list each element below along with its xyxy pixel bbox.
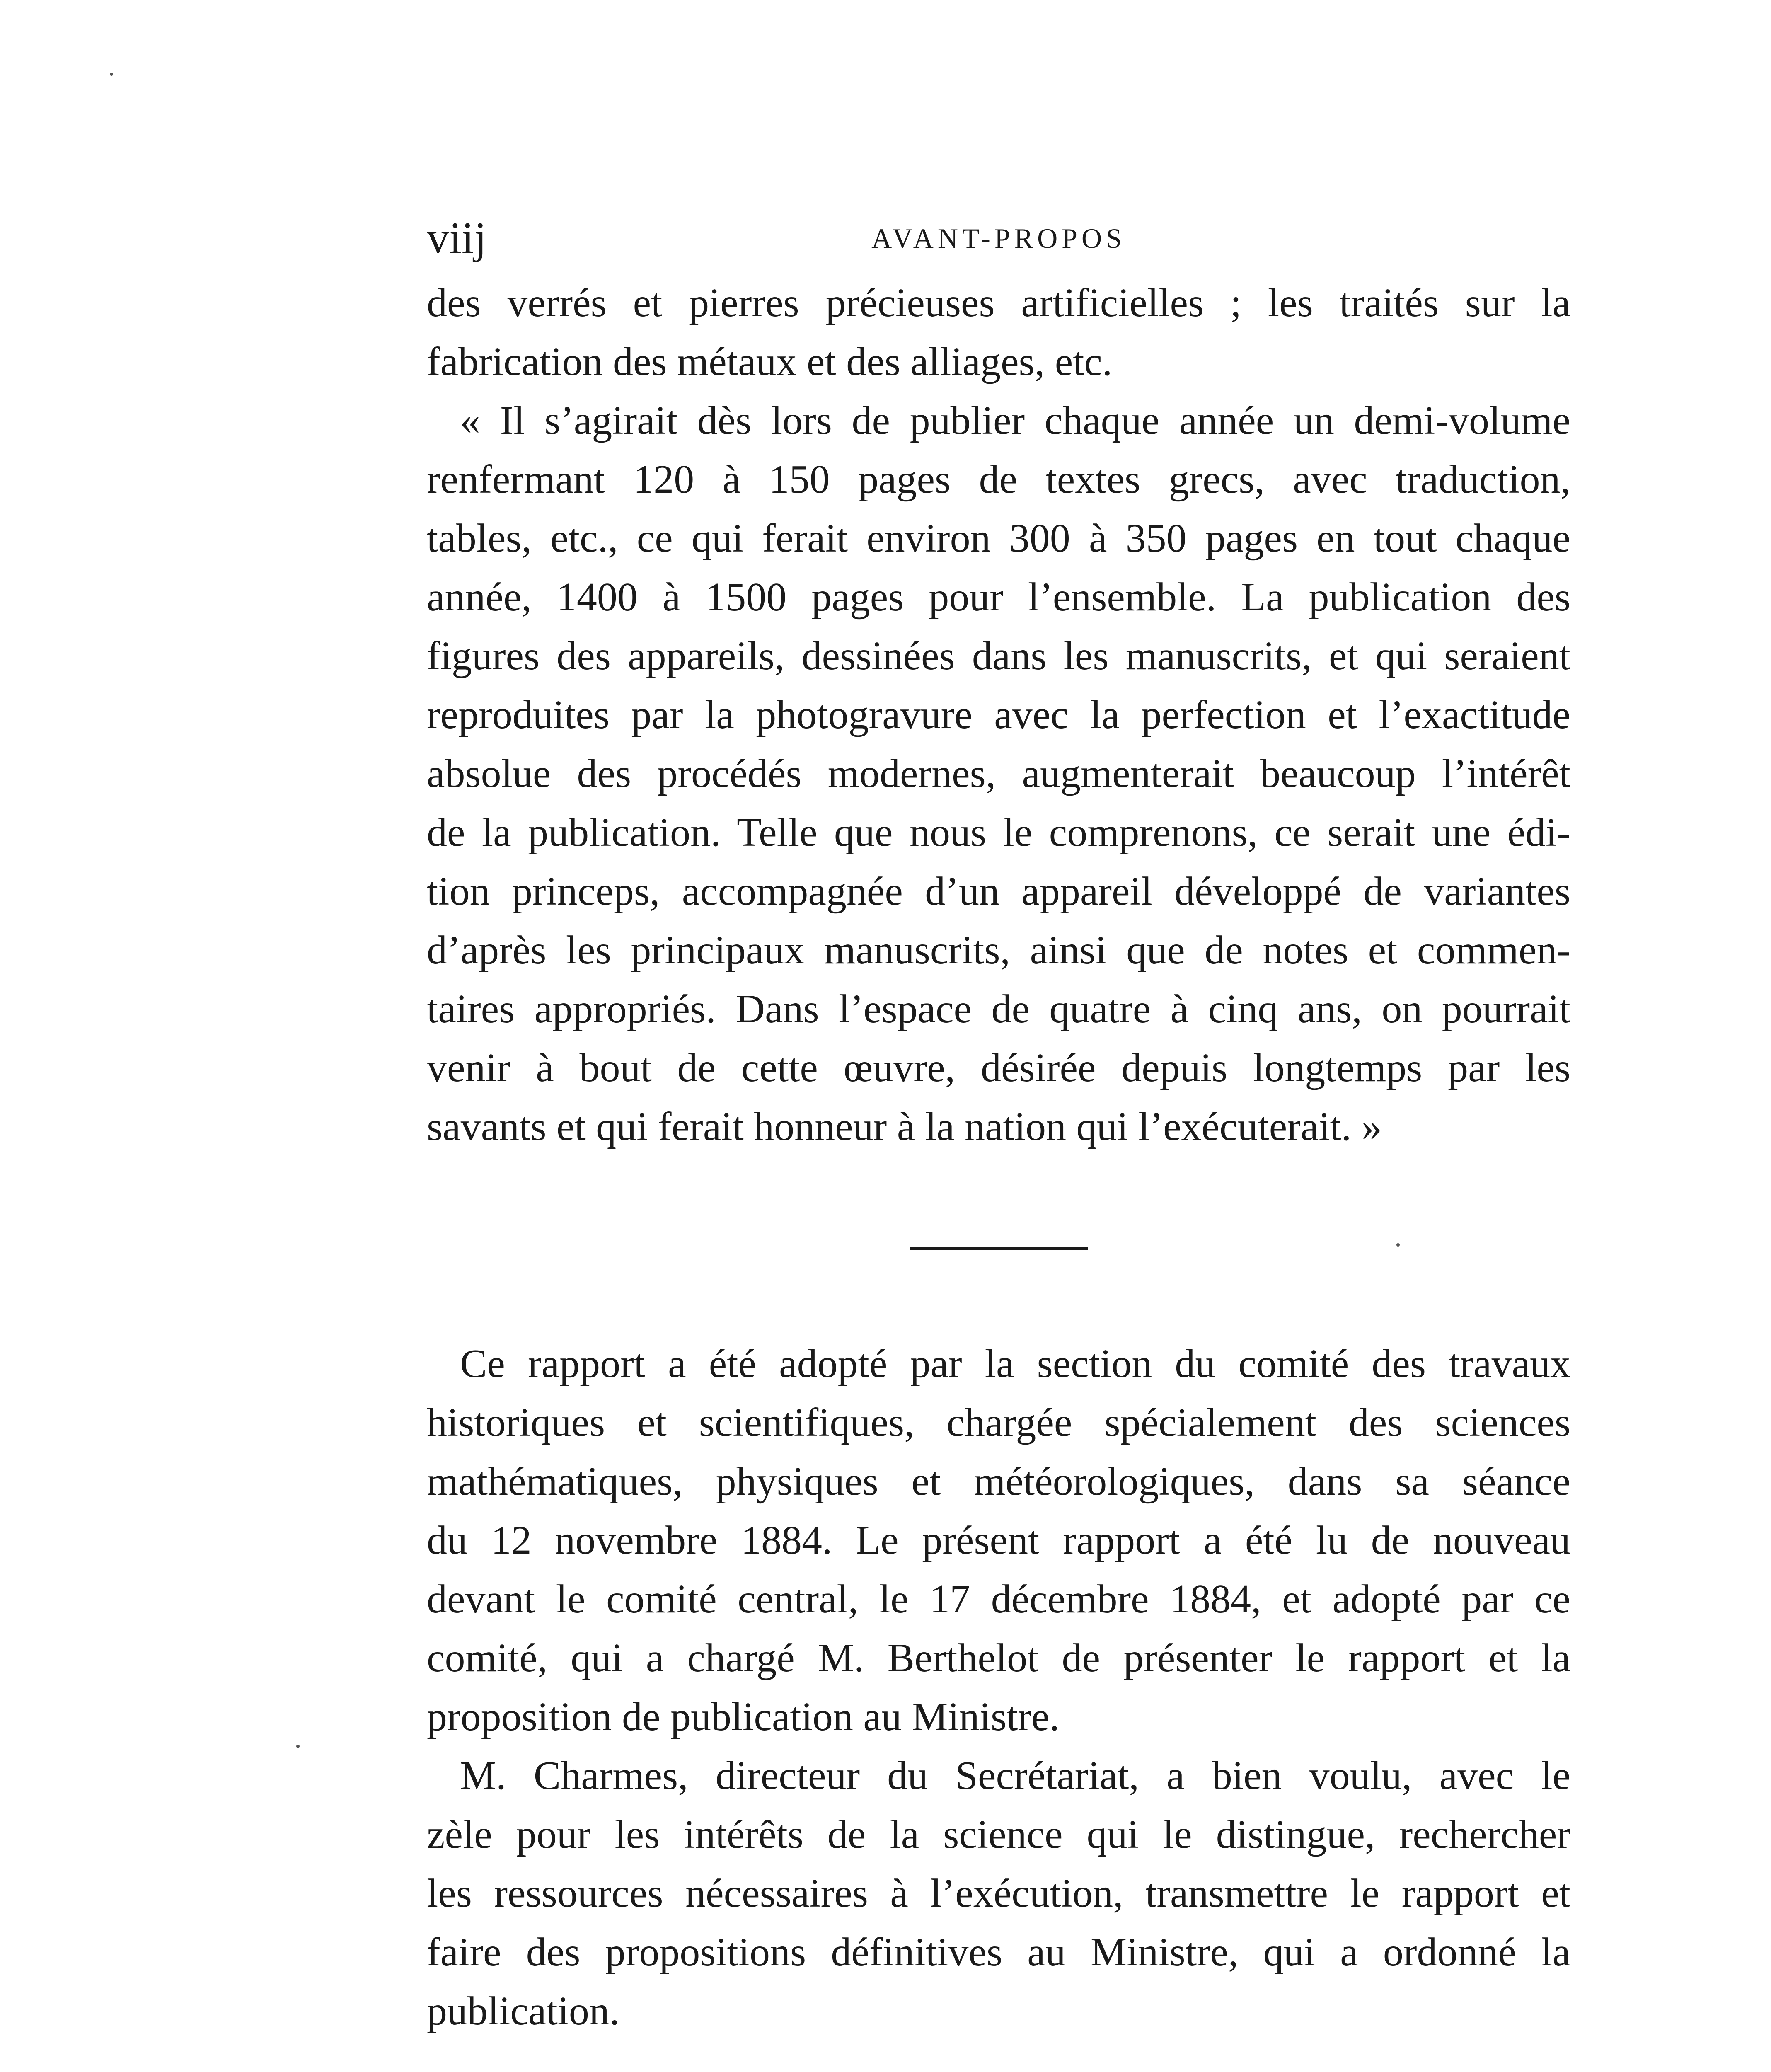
text-line: zèle pour les intérêts de la science qui le distingue, rechercher (427, 1812, 1570, 1857)
text-line: tion princeps, accompagnée d’un appareil développé de variantes (427, 869, 1570, 914)
text-line: du 12 novembre 1884. Le présent rapport a été lu de nouveau (427, 1518, 1570, 1563)
text-line: taires appropriés. Dans l’espace de quatre à cinq ans, on pourrait (427, 987, 1570, 1031)
text-line: figures des appareils, dessinées dans les manuscrits, et qui seraient (427, 634, 1570, 678)
text-line: venir à bout de cette œuvre, désirée depuis longtemps par les (427, 1046, 1570, 1090)
text-line: mathématiques, physiques et météorologiques, dans sa séance (427, 1459, 1570, 1504)
section-divider-rule (910, 1247, 1088, 1250)
text-line: fabrication des métaux et des alliages, etc. (427, 339, 1113, 384)
text-line: année, 1400 à 1500 pages pour l’ensemble. La publication des (427, 575, 1570, 620)
page-number: viij (427, 213, 487, 263)
text-block-quotation (427, 274, 1570, 1156)
paper-speck (110, 73, 113, 76)
text-line: reproduites par la photogravure avec la perfection et l’exactitude (427, 692, 1570, 737)
text-line: renfermant 120 à 150 pages de textes grecs, avec traduction, (427, 457, 1570, 502)
text-line: comité, qui a chargé M. Berthelot de présenter le rapport et la (427, 1636, 1570, 1680)
text-line: d’après les principaux manuscrits, ainsi que de notes et commen- (427, 928, 1570, 973)
paper-speck (296, 1745, 300, 1748)
text-line: publication. (427, 1989, 620, 2033)
running-head (427, 207, 1570, 269)
text-line: Ce rapport a été adopté par la section du comité des travaux (460, 1341, 1570, 1386)
text-line: devant le comité central, le 17 décembre 1884, et adopté par ce (427, 1577, 1570, 1622)
text-line: des verrés et pierres précieuses artificielles ; les traités sur la (427, 281, 1570, 325)
text-line: faire des propositions définitives au Ministre, qui a ordonné la (427, 1930, 1570, 1975)
text-line: absolue des procédés modernes, augmenterait beaucoup l’intérêt (427, 751, 1570, 796)
text-line: tables, etc., ce qui ferait environ 300 à 350 pages en tout chaque (427, 516, 1570, 561)
running-title: AVANT-PROPOS (871, 223, 1126, 254)
text-line: de la publication. Telle que nous le comprenons, ce serait une édi- (427, 810, 1570, 855)
paper-speck (1396, 1243, 1400, 1247)
text-line: « Il s’agirait dès lors de publier chaque année un demi-volume (460, 398, 1570, 443)
text-line: savants et qui ferait honneur à la nation qui l’exécuterait. » (427, 1104, 1382, 1149)
text-line: proposition de publication au Ministre. (427, 1694, 1060, 1739)
text-line: M. Charmes, directeur du Secrétariat, a bien voulu, avec le (460, 1753, 1570, 1798)
text-line: les ressources nécessaires à l’exécution, transmettre le rapport et (427, 1871, 1570, 1916)
text-line: historiques et scientifiques, chargée spécialement des sciences (427, 1400, 1570, 1445)
text-block-report (427, 1334, 1570, 2041)
